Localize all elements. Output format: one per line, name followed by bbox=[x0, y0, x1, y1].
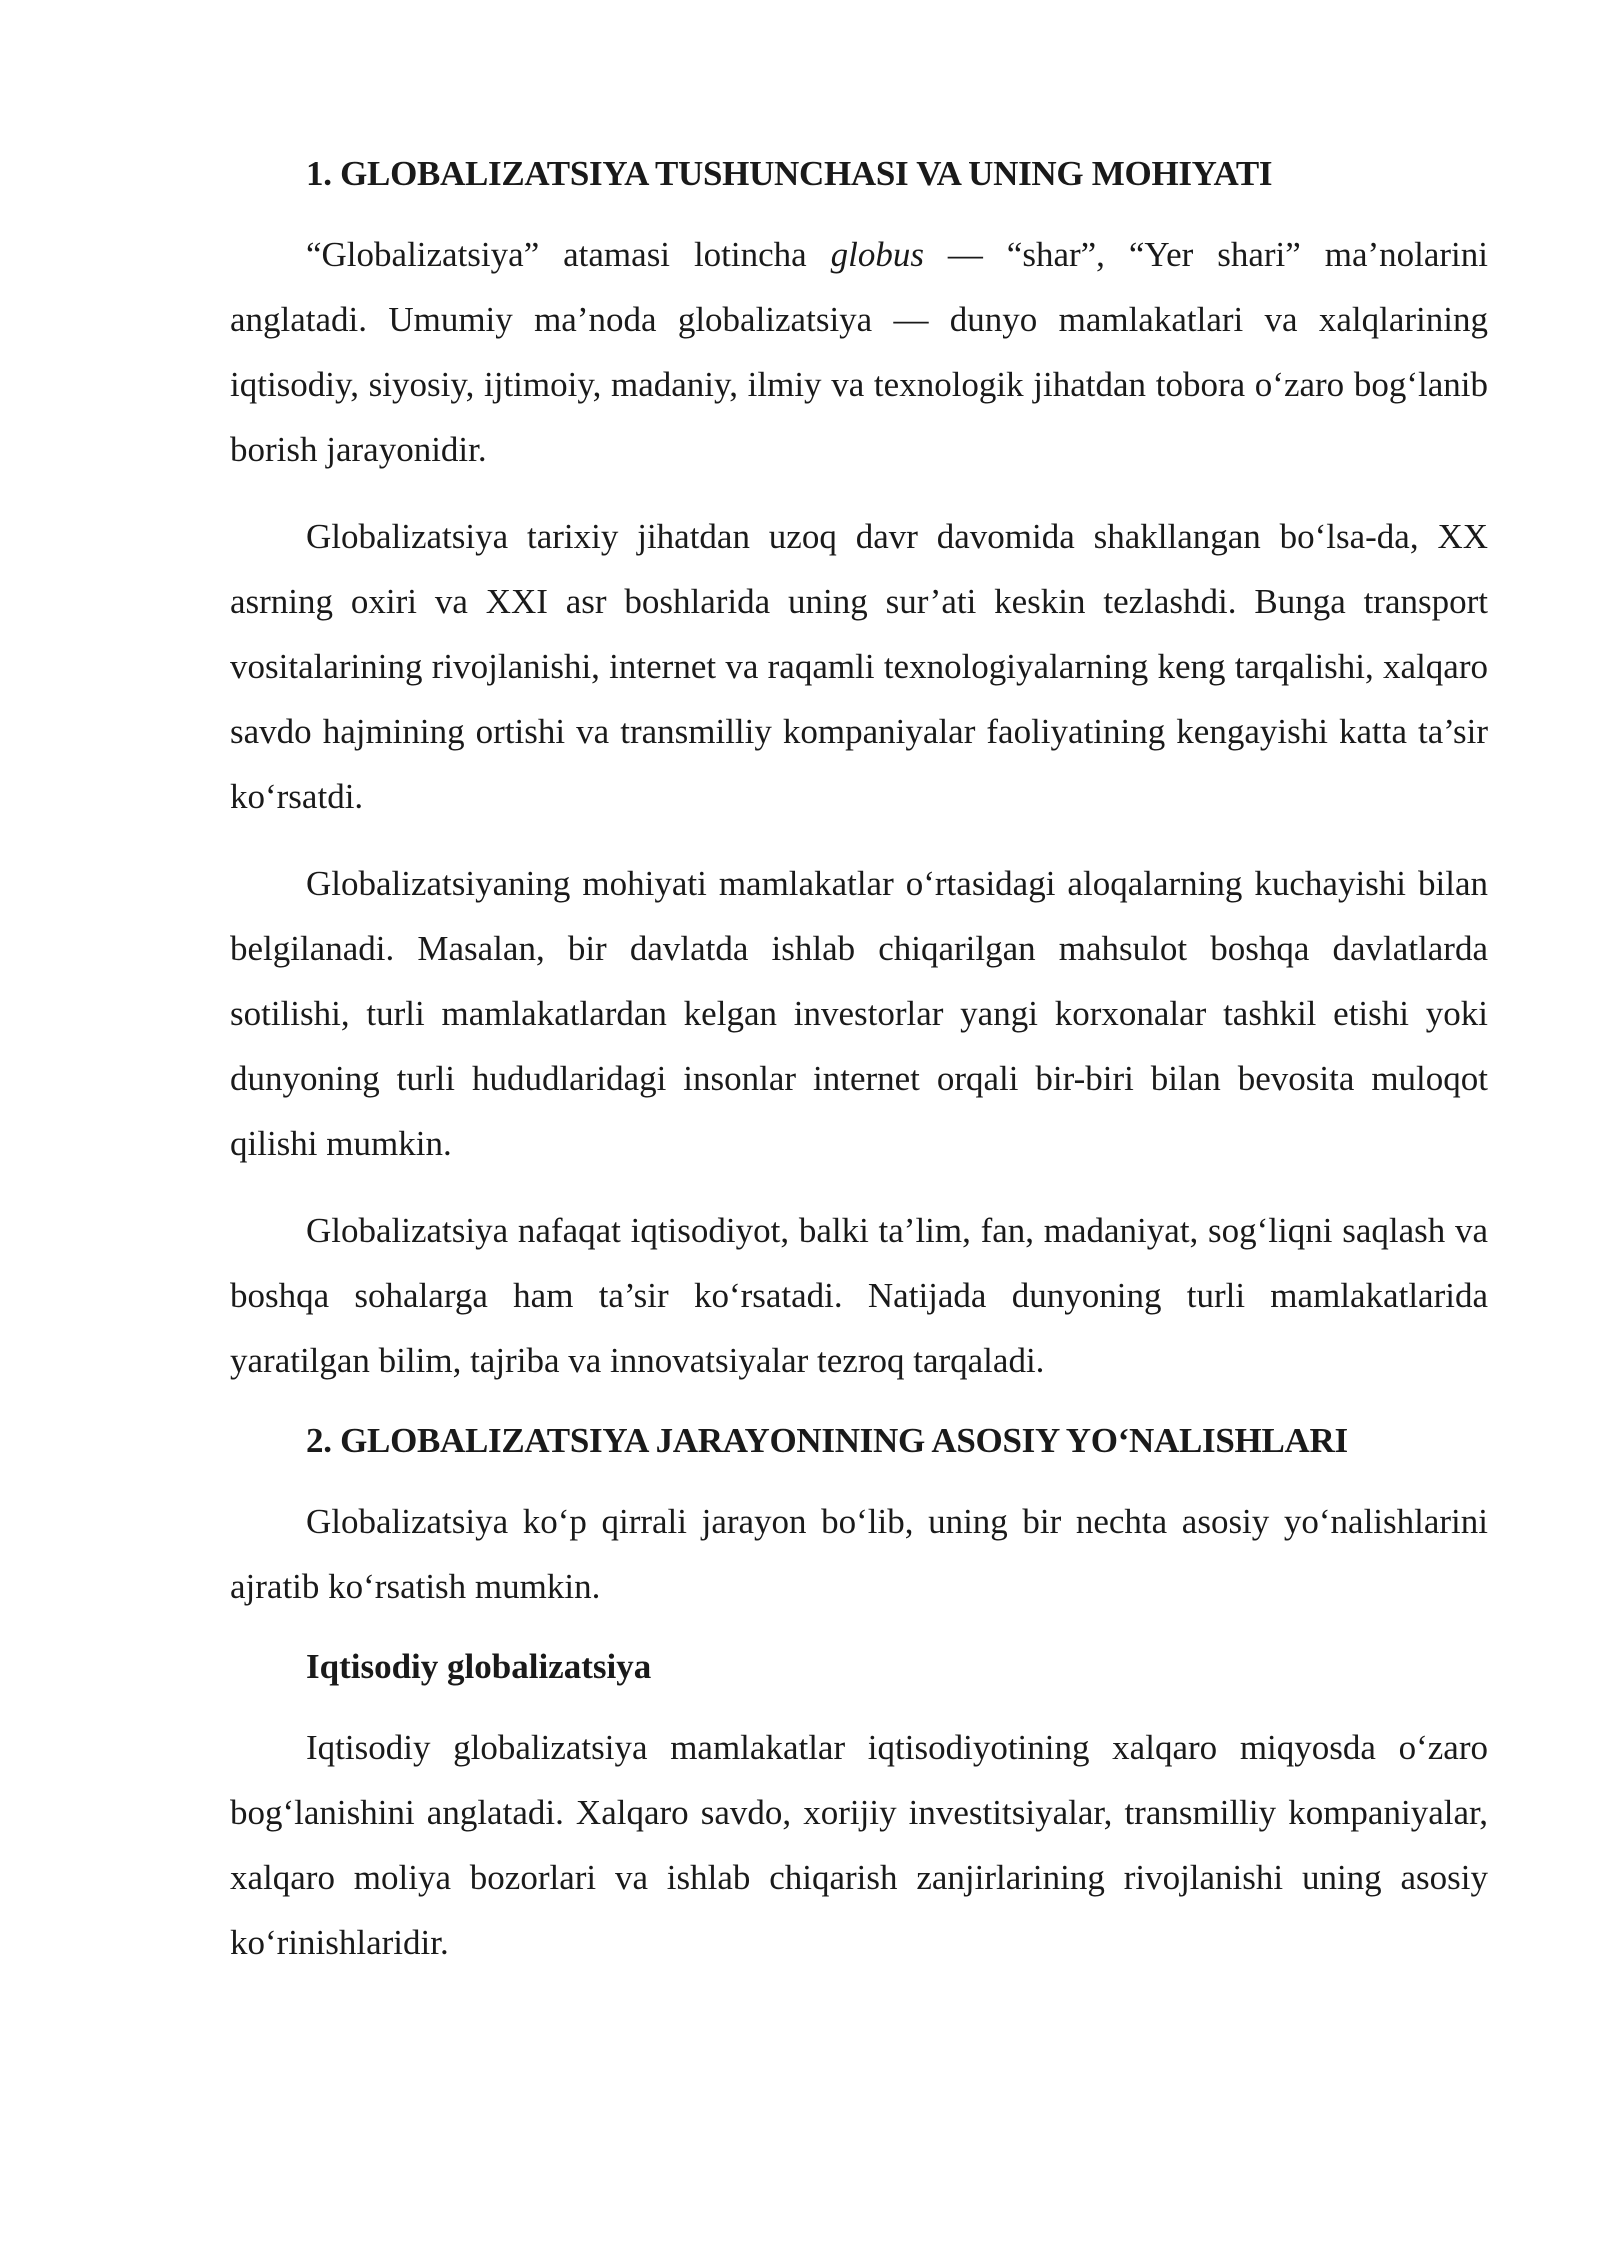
section-1-paragraph-2: Globalizatsiya tarixiy jihatdan uzoq davr davomida shakllangan bo‘lsa-da, XX asrning oxiri va XXI asr boshlarida uning sur’ati keskin tezlashdi. Bunga transport vositalarining rivojlanishi, internet va raqamli texnologiyalarning keng tarqalishi, xalqaro savdo hajmining ortishi va transmilliy kompaniyalar faoliyatining kengayishi katta ta’sir ko‘rsatdi. bbox=[230, 517, 1488, 816]
section-1-paragraph-1 bbox=[230, 222, 1488, 482]
section-1-paragraph-1-text-a: “Globalizatsiya” atamasi lotincha bbox=[306, 235, 831, 274]
section-2-paragraph-2: Iqtisodiy globalizatsiya mamlakatlar iqtisodiyotining xalqaro miqyosda o‘zaro bog‘lanishini anglatadi. Xalqaro savdo, xorijiy investitsiyalar, transmilliy kompaniyalar, xalqaro moliya bozorlari va ishlab chiqarish zanjirlarining rivojlanishi uning asosiy ko‘rinishlaridir. bbox=[230, 1728, 1488, 1962]
section-2-subheading: Iqtisodiy globalizatsiya bbox=[306, 1647, 652, 1686]
section-1-paragraph-1-text-b: — “shar”, “Yer shari” ma’nolarini anglatadi. Umumiy ma’noda globalizatsiya — dunyo mamlakatlari va xalqlarining iqtisodiy, siyosiy, ijtimoiy, madaniy, ilmiy va texnologik jihatdan tobora o‘zaro bog‘lanib borish jarayonidir. bbox=[230, 235, 1488, 469]
section-1-paragraph-3: Globalizatsiyaning mohiyati mamlakatlar o‘rtasidagi aloqalarning kuchayishi bilan belgilanadi. Masalan, bir davlatda ishlab chiqarilgan mahsulot boshqa davlatlarda sotilishi, turli mamlakatlardan kelgan investorlar yangi korxonalar tashkil etishi yoki dunyoning turli hududlaridagi insonlar internet orqali bir-biri bilan bevosita muloqot qilishi mumkin. bbox=[230, 864, 1488, 1163]
section-2-heading: 2. GLOBALIZATSIYA JARAYONINING ASOSIY YO‘NALISHLARI bbox=[306, 1421, 1348, 1460]
section-1-paragraph-4: Globalizatsiya nafaqat iqtisodiyot, balki ta’lim, fan, madaniyat, sog‘liqni saqlash va boshqa sohalarga ham ta’sir ko‘rsatadi. Natijada dunyoning turli mamlakatlarida yaratilgan bilim, tajriba va innovatsiyalar tezroq tarqaladi. bbox=[230, 1211, 1488, 1380]
section-2-paragraph-1: Globalizatsiya ko‘p qirrali jarayon bo‘lib, uning bir nechta asosiy yo‘nalishlarini ajratib ko‘rsatish mumkin. bbox=[230, 1502, 1488, 1606]
section-1-paragraph-1-italic-term: globus bbox=[830, 235, 924, 274]
document-body bbox=[230, 148, 1488, 1997]
section-1-heading: 1. GLOBALIZATSIYA TUSHUNCHASI VA UNING MOHIYATI bbox=[306, 154, 1273, 193]
